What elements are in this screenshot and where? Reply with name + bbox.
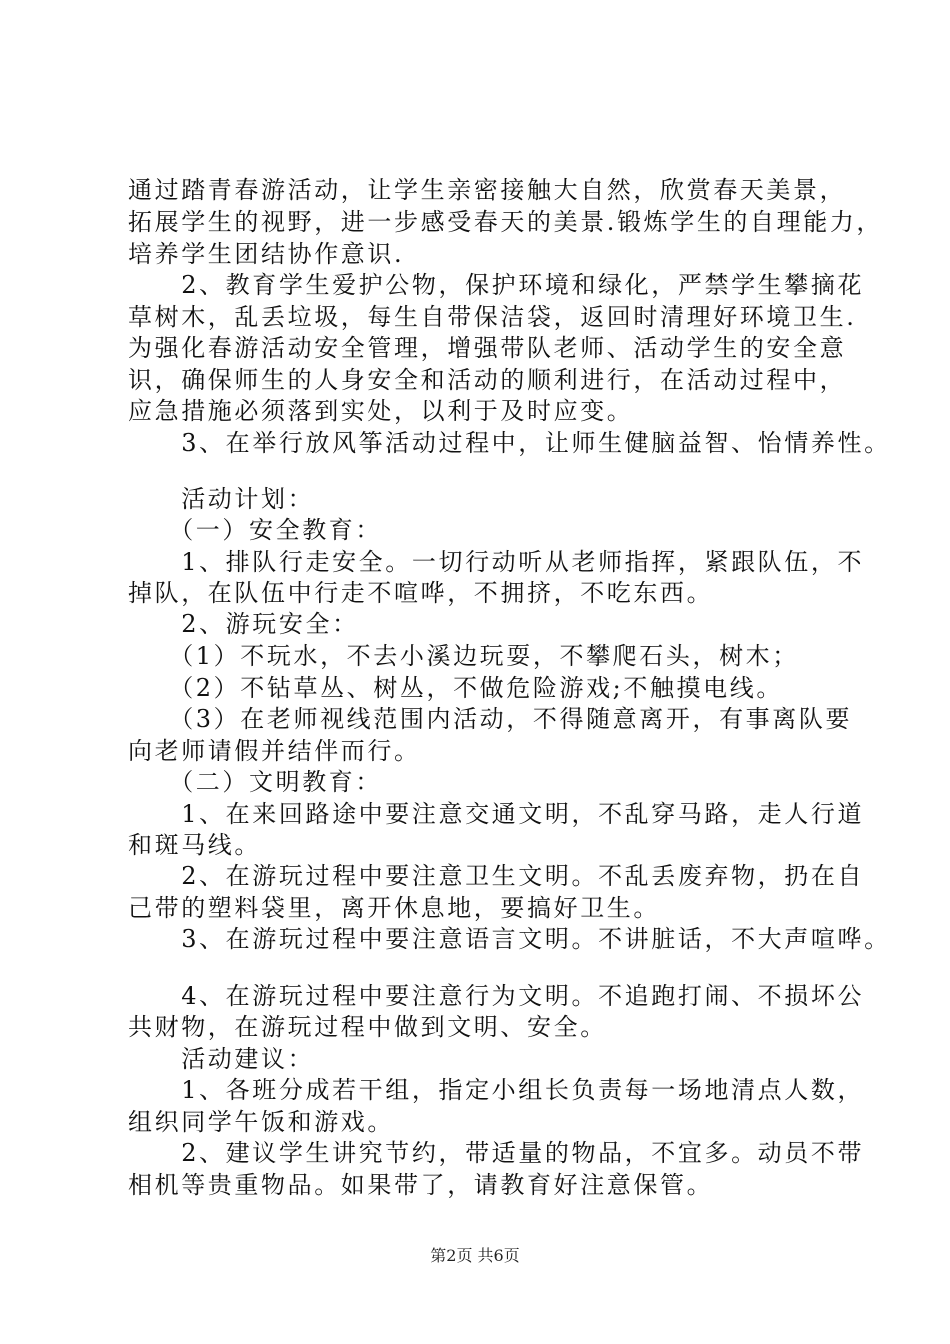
text-line: 为强化春游活动安全管理，增强带队老师、活动学生的安全意 — [128, 334, 847, 362]
text-line: 向老师请假并结伴而行。 — [128, 737, 421, 765]
text-line: 1、在来回路途中要注意交通文明，不乱穿马路，走人行道 — [128, 800, 865, 828]
text-line: 通过踏青春游活动，让学生亲密接触大自然，欣赏春天美景， — [128, 176, 847, 204]
text-line: （3）在老师视线范围内活动，不得随意离开，有事离队要 — [128, 705, 853, 733]
text-line: 2、在游玩过程中要注意卫生文明。不乱丢废弃物，扔在自 — [128, 862, 865, 890]
text-line: 应急措施必须落到实处，以利于及时应变。 — [128, 397, 634, 425]
text-line: 识，确保师生的人身安全和活动的顺利进行，在活动过程中， — [128, 366, 847, 394]
page-number-footer: 第2页 共6页 — [430, 1246, 520, 1265]
text-line: 己带的塑料袋里，离开休息地，要搞好卫生。 — [128, 894, 660, 922]
text-line: 共财物，在游玩过程中做到文明、安全。 — [128, 1013, 607, 1041]
text-line: 3、在游玩过程中要注意语言文明。不讲脏话，不大声喧哗。 — [128, 925, 891, 953]
text-line: 4、在游玩过程中要注意行为文明。不追跑打闹、不损坏公 — [128, 982, 865, 1010]
section-heading: 活动建议： — [128, 1045, 315, 1073]
subsection-heading: （一）安全教育： — [128, 516, 382, 544]
text-line: 3、在举行放风筝活动过程中，让师生健脑益智、怡情养性。 — [128, 429, 891, 457]
text-line: 2、建议学生讲究节约，带适量的物品，不宜多。动员不带 — [128, 1139, 865, 1167]
text-line: 1、各班分成若干组，指定小组长负责每一场地清点人数， — [128, 1076, 865, 1104]
text-line: （1）不玩水，不去小溪边玩耍，不攀爬石头，树木； — [128, 642, 799, 670]
text-line: （2）不钻草丛、树丛，不做危险游戏;不触摸电线。 — [128, 674, 783, 702]
text-line: 1、排队行走安全。一切行动听从老师指挥，紧跟队伍，不 — [128, 548, 865, 576]
text-line: 2、游玩安全： — [128, 610, 359, 638]
text-line: 相机等贵重物品。如果带了，请教育好注意保管。 — [128, 1171, 714, 1199]
section-heading: 活动计划： — [128, 485, 315, 513]
text-line: 草树木，乱丢垃圾，每生自带保洁袋，返回时清理好环境卫生. — [128, 303, 857, 331]
text-line: 和斑马线。 — [128, 831, 261, 859]
subsection-heading: （二）文明教育： — [128, 768, 382, 796]
text-line: 拓展学生的视野，进一步感受春天的美景.锻炼学生的自理能力， — [128, 208, 884, 236]
text-line: 2、教育学生爱护公物，保护环境和绿化，严禁学生攀摘花 — [128, 271, 865, 299]
text-line: 组织同学午饭和游戏。 — [128, 1108, 394, 1136]
text-line: 掉队，在队伍中行走不喧哗，不拥挤，不吃东西。 — [128, 579, 714, 607]
text-line: 培养学生团结协作意识. — [128, 240, 405, 268]
